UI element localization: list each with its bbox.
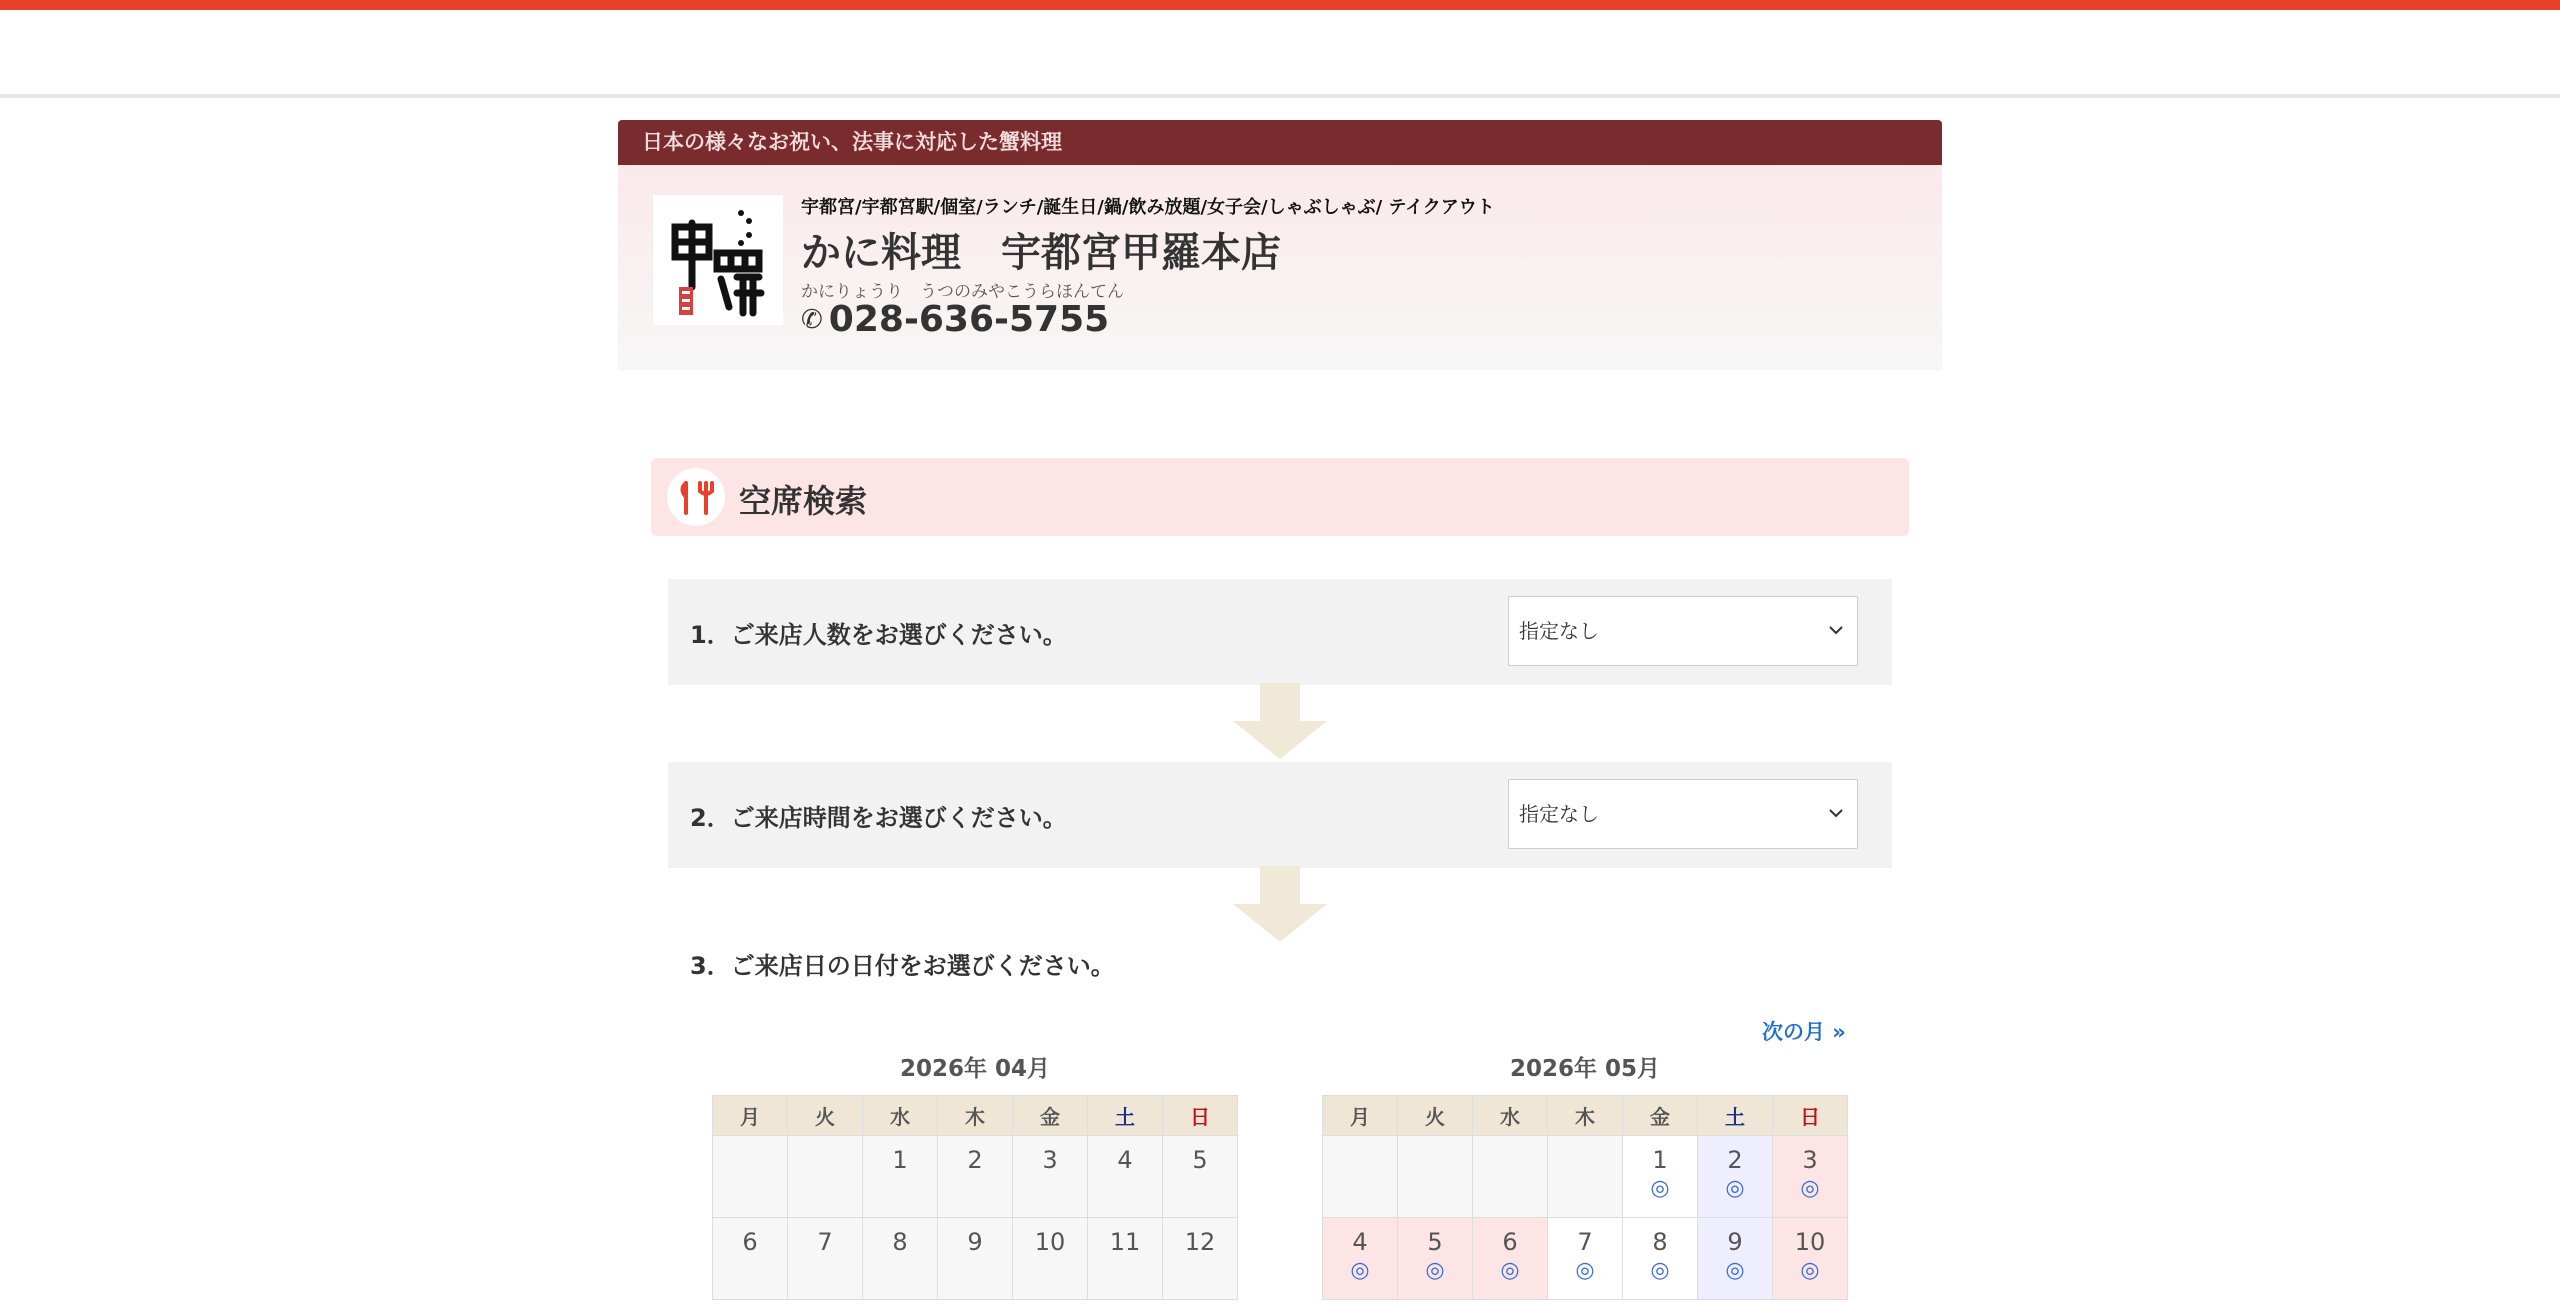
calendar-day-number: 2	[1727, 1146, 1743, 1174]
weekday-header: 火	[1398, 1096, 1473, 1136]
calendar-weekday-row	[713, 1096, 1238, 1136]
calendar-day-cell[interactable]	[1698, 1218, 1773, 1300]
weekday-header: 水	[863, 1096, 938, 1136]
weekday-header: 月	[1323, 1096, 1398, 1136]
phone-icon: ✆	[801, 304, 823, 335]
weekday-header: 日	[1163, 1096, 1238, 1136]
step-time	[668, 762, 1892, 868]
calendar-day-cell[interactable]	[1548, 1218, 1623, 1300]
calendar-week-row	[1323, 1136, 1848, 1218]
calendar-day-number: 6	[1502, 1228, 1518, 1256]
search-section-header	[651, 458, 1909, 536]
calendar-day-cell[interactable]	[1623, 1136, 1698, 1218]
calendar-day-cell: 5	[1163, 1136, 1238, 1218]
calendar-day-cell: 12	[1163, 1218, 1238, 1300]
search-title: 空席検索	[739, 482, 868, 520]
weekday-header: 木	[938, 1096, 1013, 1136]
calendar-day-cell: 9	[938, 1218, 1013, 1300]
calendar-day-number: 4	[1352, 1228, 1368, 1256]
weekday-header: 水	[1473, 1096, 1548, 1136]
shop-header	[618, 120, 1942, 370]
weekday-header: 木	[1548, 1096, 1623, 1136]
calendar-week-row	[713, 1218, 1238, 1300]
availability-mark: ◎	[1575, 1258, 1595, 1283]
calendar-may	[1322, 1095, 1848, 1300]
shop-phone[interactable]	[801, 299, 1109, 340]
step-date-label: 3．ご来店日の日付をお選びください。	[690, 952, 1115, 980]
shop-tags: 宇都宮/宇都宮駅/個室/ランチ/誕生日/鍋/飲み放題/女子会/しゃぶしゃぶ/ テイクアウト	[801, 197, 1495, 218]
weekday-header: 日	[1773, 1096, 1848, 1136]
calendar-day-cell: 7	[788, 1218, 863, 1300]
restaurant-icon	[667, 468, 725, 526]
calendar-day-cell[interactable]	[1623, 1218, 1698, 1300]
calendar-day-cell[interactable]	[1398, 1218, 1473, 1300]
chevron-down-icon	[1827, 804, 1845, 822]
calendar-week-row	[713, 1136, 1238, 1218]
step-arrow-down-icon	[1233, 866, 1327, 942]
weekday-header: 月	[713, 1096, 788, 1136]
shop-name[interactable]: かに料理 宇都宮甲羅本店	[801, 230, 1281, 276]
calendar-day-cell[interactable]	[1773, 1218, 1848, 1300]
calendar-day-cell[interactable]	[1473, 1218, 1548, 1300]
availability-mark: ◎	[1500, 1258, 1520, 1283]
availability-mark: ◎	[1800, 1176, 1820, 1201]
calendar-empty-cell	[1548, 1136, 1623, 1218]
calendar-day-number: 5	[1427, 1228, 1443, 1256]
calendar-day-cell: 2	[938, 1136, 1013, 1218]
calendar-april	[712, 1095, 1238, 1300]
next-month-link[interactable]: 次の月 »	[1762, 1020, 1846, 1044]
shop-info	[618, 165, 1942, 370]
calendar-april-title: 2026年 04月	[899, 1056, 1051, 1082]
calendar-day-cell: 4	[1088, 1136, 1163, 1218]
step-people	[668, 579, 1892, 685]
calendar-day-cell: 3	[1013, 1136, 1088, 1218]
calendar-empty-cell	[1323, 1136, 1398, 1218]
calendar-empty-cell	[713, 1136, 788, 1218]
availability-mark: ◎	[1650, 1258, 1670, 1283]
calendar-day-number: 7	[1577, 1228, 1593, 1256]
calendar-day-number: 9	[1727, 1228, 1743, 1256]
calendar-empty-cell	[1473, 1136, 1548, 1218]
calendar-week-row	[1323, 1218, 1848, 1300]
chevron-down-icon	[1827, 621, 1845, 639]
calendar-day-number: 10	[1794, 1228, 1826, 1256]
availability-mark: ◎	[1725, 1176, 1745, 1201]
availability-mark: ◎	[1350, 1258, 1370, 1283]
top-nav-strip	[0, 10, 2560, 98]
calendar-day-number: 3	[1802, 1146, 1818, 1174]
step-people-label: 1．ご来店人数をお選びください。	[690, 621, 1067, 649]
calendar-day-number: 1	[1652, 1146, 1668, 1174]
time-select[interactable]	[1508, 779, 1858, 849]
calendar-empty-cell	[788, 1136, 863, 1218]
calendar-day-cell: 1	[863, 1136, 938, 1218]
time-select-value: 指定なし	[1519, 802, 1599, 826]
shop-name-kana: かにりょうり うつのみやこうらほんてん	[801, 282, 1124, 302]
shop-logo[interactable]	[652, 194, 782, 324]
availability-mark: ◎	[1650, 1176, 1670, 1201]
calendar-day-cell: 11	[1088, 1218, 1163, 1300]
calendar-may-title: 2026年 05月	[1509, 1056, 1661, 1082]
weekday-header: 金	[1013, 1096, 1088, 1136]
calendar-day-cell: 10	[1013, 1218, 1088, 1300]
weekday-header: 火	[788, 1096, 863, 1136]
step-time-label: 2．ご来店時間をお選びください。	[690, 804, 1067, 832]
phone-number: 028-636-5755	[828, 299, 1110, 340]
shop-logo-image	[653, 195, 783, 325]
shop-tagline-band: 日本の様々なお祝い、法事に対応した蟹料理	[618, 120, 1942, 165]
step-arrow-down-icon	[1233, 683, 1327, 759]
calendar-day-cell: 6	[713, 1218, 788, 1300]
top-accent-bar	[0, 0, 2560, 10]
weekday-header: 金	[1623, 1096, 1698, 1136]
people-select-value: 指定なし	[1519, 619, 1599, 643]
calendar-day-cell: 8	[863, 1218, 938, 1300]
calendar-weekday-row	[1323, 1096, 1848, 1136]
people-select[interactable]	[1508, 596, 1858, 666]
availability-mark: ◎	[1725, 1258, 1745, 1283]
availability-mark: ◎	[1425, 1258, 1445, 1283]
weekday-header: 土	[1698, 1096, 1773, 1136]
availability-mark: ◎	[1800, 1258, 1820, 1283]
calendar-day-cell[interactable]	[1698, 1136, 1773, 1218]
calendar-day-number: 8	[1652, 1228, 1668, 1256]
calendar-day-cell[interactable]	[1773, 1136, 1848, 1218]
weekday-header: 土	[1088, 1096, 1163, 1136]
calendar-day-cell[interactable]	[1323, 1218, 1398, 1300]
calendar-empty-cell	[1398, 1136, 1473, 1218]
